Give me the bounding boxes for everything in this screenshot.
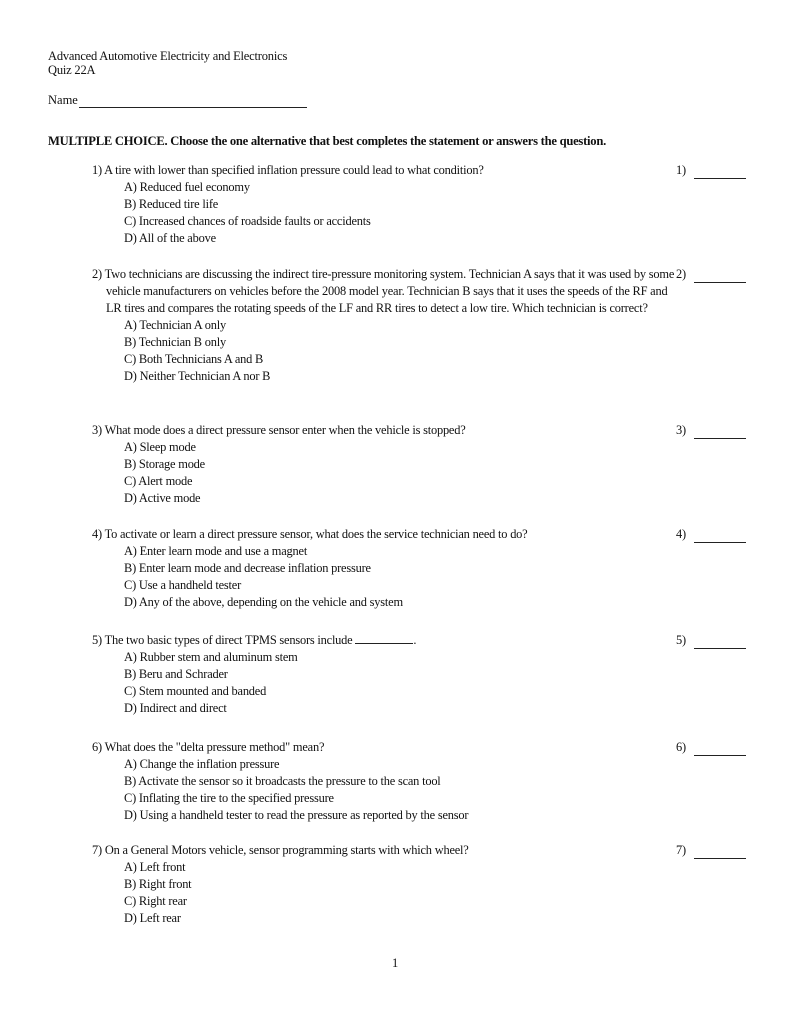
option-letter: B) (124, 667, 136, 681)
option-letter: B) (124, 561, 136, 575)
option-text: Both Technicians A and B (138, 352, 264, 366)
option-b[interactable] (124, 666, 752, 683)
option-text: Rubber stem and aluminum stem (139, 650, 298, 664)
option-letter: C) (124, 214, 136, 228)
option-text: Storage mode (138, 457, 205, 471)
option-a[interactable] (124, 756, 752, 773)
option-c[interactable] (124, 577, 752, 594)
question-text: Two technicians are discussing the indirect tire-pressure monitoring system. Technician A says that it was used by some vehicle manufacturers on vehicles before the 2008 model year. Technician B says that it uses the speeds of the RF and LR tires and compares the rotating speeds of the LF and RR tires to detect a low tire. Which technician is correct? (104, 267, 675, 315)
answer-blank[interactable] (694, 847, 746, 859)
option-letter: D) (124, 595, 137, 609)
option-letter: B) (124, 877, 136, 891)
option-text: Using a handheld tester to read the pressure as reported by the sensor (139, 808, 469, 822)
question-text: On a General Motors vehicle, sensor programming starts with which wheel? (104, 843, 469, 857)
option-letter: B) (124, 774, 136, 788)
option-b[interactable] (124, 876, 752, 893)
question-stem (92, 842, 676, 859)
options-list (92, 179, 752, 247)
question-text: The two basic types of direct TPMS sensors include (104, 633, 353, 647)
question-3 (92, 422, 752, 507)
question-number: 5) (92, 633, 102, 647)
option-letter: B) (124, 197, 136, 211)
name-input-line[interactable] (79, 95, 307, 108)
option-letter: B) (124, 457, 136, 471)
question-stem (92, 739, 676, 756)
option-a[interactable] (124, 317, 752, 334)
question-1 (92, 162, 752, 247)
option-text: Beru and Schrader (138, 667, 228, 681)
option-d[interactable] (124, 230, 752, 247)
answer-blank[interactable] (694, 637, 746, 649)
option-text: Sleep mode (139, 440, 196, 454)
document-header (48, 49, 287, 77)
option-letter: A) (124, 650, 137, 664)
question-text: What does the "delta pressure method" mean? (104, 740, 325, 754)
question-4 (92, 526, 752, 611)
question-number: 4) (92, 527, 102, 541)
option-letter: A) (124, 180, 137, 194)
option-letter: C) (124, 474, 136, 488)
option-text: Increased chances of roadside faults or accidents (138, 214, 371, 228)
answer-slot (676, 632, 746, 649)
option-c[interactable] (124, 683, 752, 700)
course-title: Advanced Automotive Electricity and Electronics (48, 49, 288, 63)
options-list (92, 317, 752, 385)
option-a[interactable] (124, 649, 752, 666)
option-c[interactable] (124, 790, 752, 807)
option-d[interactable] (124, 807, 752, 824)
question-stem (92, 162, 676, 179)
answer-label: 5) (676, 633, 686, 647)
option-text: Stem mounted and banded (138, 684, 267, 698)
option-c[interactable] (124, 213, 752, 230)
option-letter: A) (124, 318, 137, 332)
question-stem (92, 632, 676, 649)
option-text: Activate the sensor so it broadcasts the pressure to the scan tool (138, 774, 441, 788)
name-label: Name (48, 93, 78, 107)
answer-blank[interactable] (694, 427, 746, 439)
fill-in-blank (355, 633, 413, 644)
option-d[interactable] (124, 368, 752, 385)
option-c[interactable] (124, 351, 752, 368)
option-letter: B) (124, 335, 136, 349)
options-list (92, 439, 752, 507)
option-letter: A) (124, 544, 137, 558)
option-d[interactable] (124, 910, 752, 927)
option-letter: D) (124, 369, 137, 383)
question-number: 1) (92, 163, 102, 177)
option-text: Left front (139, 860, 186, 874)
option-d[interactable] (124, 700, 752, 717)
question-number: 7) (92, 843, 102, 857)
option-text: Indirect and direct (139, 701, 227, 715)
answer-label: 7) (676, 843, 686, 857)
option-a[interactable] (124, 179, 752, 196)
answer-blank[interactable] (694, 531, 746, 543)
option-text: Technician A only (139, 318, 226, 332)
option-text: Reduced fuel economy (139, 180, 250, 194)
option-d[interactable] (124, 490, 752, 507)
option-letter: C) (124, 791, 136, 805)
option-text: Reduced tire life (138, 197, 219, 211)
option-b[interactable] (124, 196, 752, 213)
option-letter: A) (124, 860, 137, 874)
answer-slot (676, 422, 746, 439)
option-letter: A) (124, 757, 137, 771)
question-suffix: . (413, 633, 417, 647)
option-c[interactable] (124, 893, 752, 910)
page-number: 1 (392, 956, 399, 970)
option-d[interactable] (124, 594, 752, 611)
option-letter: C) (124, 894, 136, 908)
option-letter: A) (124, 440, 137, 454)
answer-blank[interactable] (694, 271, 746, 283)
options-list (92, 543, 752, 611)
option-text: Left rear (139, 911, 181, 925)
option-text: Right rear (138, 894, 187, 908)
answer-label: 3) (676, 423, 686, 437)
answer-label: 2) (676, 267, 686, 281)
question-text: What mode does a direct pressure sensor enter when the vehicle is stopped? (104, 423, 466, 437)
option-letter: D) (124, 808, 137, 822)
quiz-title: Quiz 22A (48, 63, 96, 77)
option-text: All of the above (138, 231, 216, 245)
options-list (92, 756, 752, 824)
option-letter: C) (124, 352, 136, 366)
instructions: MULTIPLE CHOICE. Choose the one alternative that best completes the statement or answers the question. (48, 134, 606, 148)
option-text: Enter learn mode and use a magnet (139, 544, 308, 558)
question-5 (92, 632, 752, 717)
question-text: To activate or learn a direct pressure sensor, what does the service technician need to do? (104, 527, 528, 541)
options-list (92, 859, 752, 927)
answer-label: 4) (676, 527, 686, 541)
answer-blank[interactable] (694, 744, 746, 756)
option-text: Inflating the tire to the specified pressure (138, 791, 334, 805)
question-text: A tire with lower than specified inflation pressure could lead to what condition? (104, 163, 484, 177)
option-letter: D) (124, 911, 137, 925)
option-letter: C) (124, 578, 136, 592)
answer-slot (676, 526, 746, 543)
question-number: 6) (92, 740, 102, 754)
option-b[interactable] (124, 560, 752, 577)
answer-slot (676, 266, 746, 283)
option-a[interactable] (124, 543, 752, 560)
question-stem (92, 266, 676, 317)
name-field-row (48, 93, 307, 108)
option-letter: D) (124, 701, 137, 715)
option-text: Enter learn mode and decrease inflation pressure (138, 561, 371, 575)
question-stem (92, 526, 676, 543)
options-list (92, 649, 752, 717)
answer-slot (676, 739, 746, 756)
question-2 (92, 266, 752, 385)
answer-label: 6) (676, 740, 686, 754)
option-text: Change the inflation pressure (139, 757, 280, 771)
answer-slot (676, 842, 746, 859)
option-text: Alert mode (138, 474, 193, 488)
answer-blank[interactable] (694, 167, 746, 179)
option-text: Any of the above, depending on the vehicle and system (138, 595, 403, 609)
option-letter: D) (124, 491, 137, 505)
option-c[interactable] (124, 473, 752, 490)
option-letter: D) (124, 231, 137, 245)
question-6 (92, 739, 752, 824)
option-b[interactable] (124, 773, 752, 790)
answer-label: 1) (676, 163, 686, 177)
question-number: 3) (92, 423, 102, 437)
option-a[interactable] (124, 859, 752, 876)
option-text: Right front (138, 877, 192, 891)
question-number: 2) (92, 267, 102, 281)
option-text: Active mode (138, 491, 201, 505)
answer-slot (676, 162, 746, 179)
option-text: Neither Technician A nor B (139, 369, 271, 383)
option-b[interactable] (124, 334, 752, 351)
option-letter: C) (124, 684, 136, 698)
option-a[interactable] (124, 439, 752, 456)
question-stem (92, 422, 676, 439)
option-text: Use a handheld tester (138, 578, 242, 592)
question-7 (92, 842, 752, 927)
option-b[interactable] (124, 456, 752, 473)
option-text: Technician B only (138, 335, 226, 349)
